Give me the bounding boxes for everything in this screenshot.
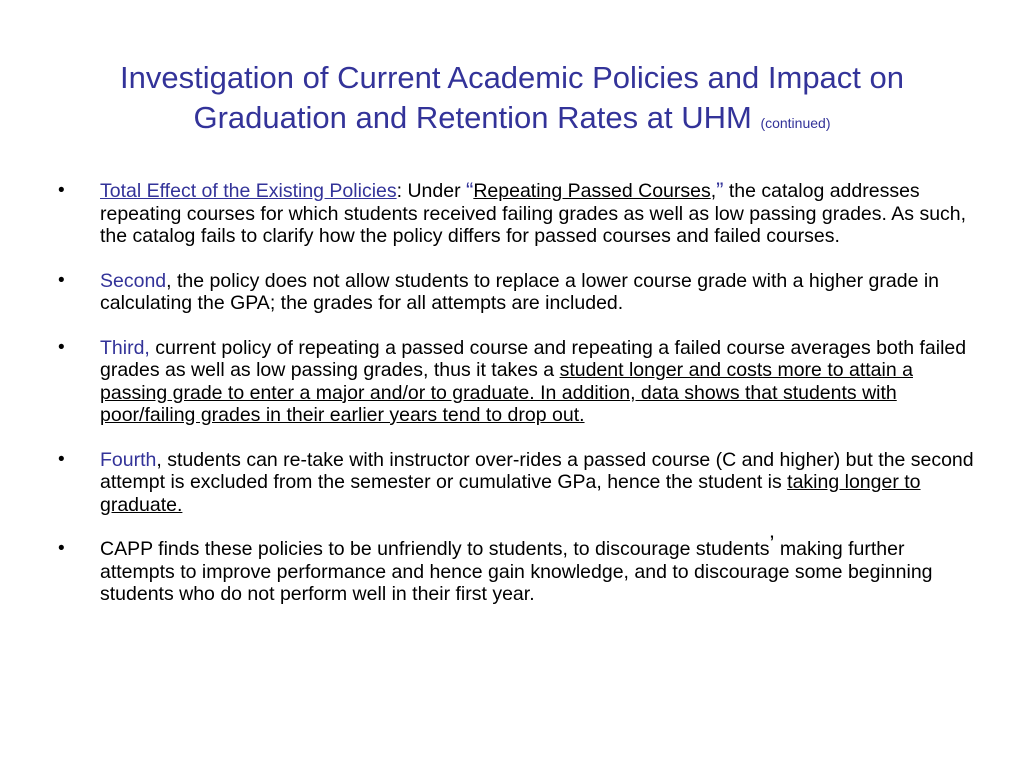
bullet-text: , the policy does not allow students to replace a lower course grade with a higher grade in calculating the GPA; the grades for all attempts are included.	[100, 269, 940, 314]
bullet-item-total-effect	[56, 180, 976, 248]
slide-title	[60, 58, 964, 143]
bullet-item-fourth	[56, 449, 976, 517]
bullet-text: : Under	[396, 180, 466, 202]
bullet-marker: •	[58, 180, 65, 201]
bullet-item-capp	[56, 531, 976, 606]
bullet-link: Repeating Passed Courses	[473, 180, 711, 202]
bullet-text: the catalog addresses repeating courses for which students received failing grades as well as low passing grades. As such, the catalog fails to clarify how the policy differs for passed courses and failed courses.	[100, 180, 967, 247]
bullet-comma: ,	[710, 180, 717, 202]
bullet-lead: Third,	[100, 336, 150, 359]
bullet-marker: •	[58, 448, 65, 470]
bullet-text: current policy of repeating a passed course and repeating a failed course averages both failed grades as well as low passing grades, thus it takes a	[100, 336, 967, 381]
bullet-lead: Second	[100, 269, 167, 292]
bullet-item-second	[56, 270, 976, 315]
bullet-marker: •	[58, 269, 65, 291]
bullet-marker: •	[58, 538, 65, 559]
bullet-text: CAPP finds these policies to be unfriendly to students, to discourage students	[100, 538, 770, 560]
bullet-text: making further attempts to improve performance and hence gain knowledge, and to discourage some beginning students who do not perform well in their first year.	[100, 538, 933, 605]
open-quote: “	[466, 178, 474, 203]
bullet-marker: •	[58, 336, 65, 358]
title-main: Investigation of Current Academic Policies and Impact on Graduation and Retention Rates at UHM	[119, 60, 905, 135]
apostrophe: ’	[769, 531, 775, 556]
close-quote: ”	[716, 178, 724, 203]
bullet-underlined-text: student longer and costs more to attain a passing grade to enter a major and/or to graduate. In addition, data shows that students with poor/failing grades in their earlier years tend to drop out.	[100, 359, 913, 426]
bullet-text: , students can re-take with instructor over-rides a passed course (C and higher) but the second attempt is excluded from the semester or cumulative GPa, hence the student is	[100, 448, 974, 493]
bullet-lead: Total Effect of the Existing Policies	[100, 180, 397, 202]
bullet-lead: Fourth	[100, 448, 157, 471]
bullet-list	[56, 180, 976, 628]
bullet-item-third	[56, 337, 976, 427]
title-suffix: (continued)	[760, 115, 831, 131]
bullet-underlined-text: taking longer to graduate.	[100, 471, 921, 516]
